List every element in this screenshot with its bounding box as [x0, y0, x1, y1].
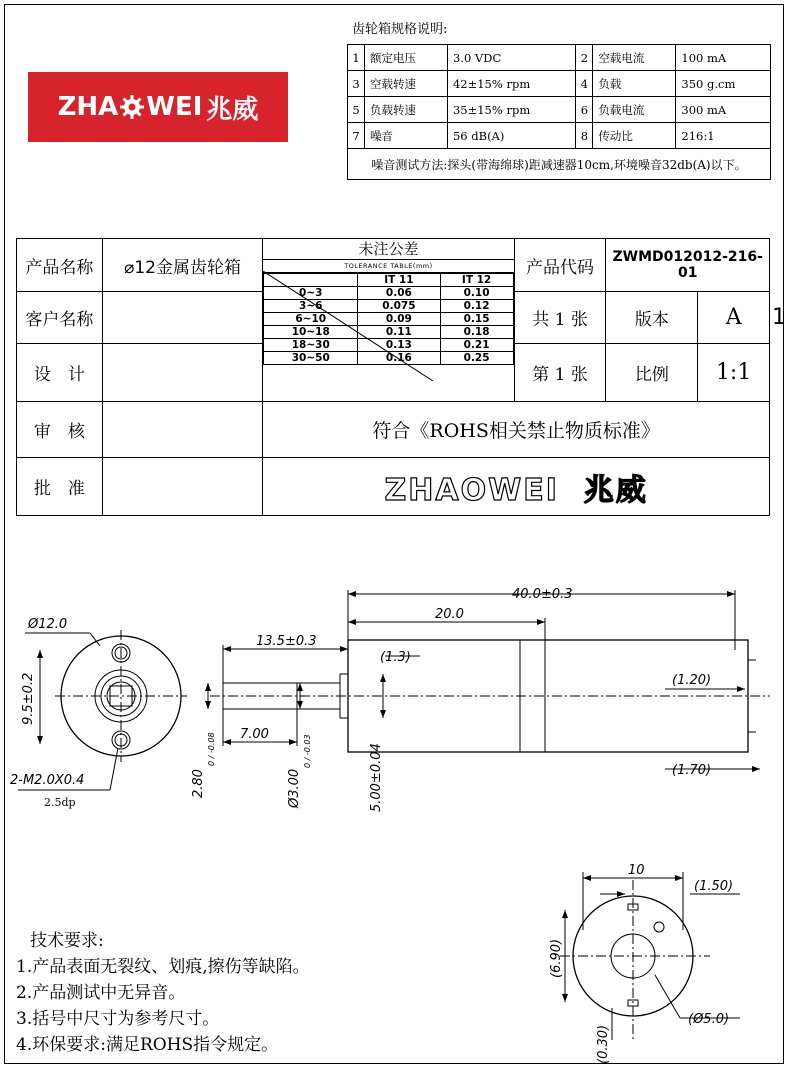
spec-key: 传动比 [593, 123, 676, 149]
tolerance-cell-value: 30~50 [264, 352, 358, 365]
review-label: 审 核 [17, 402, 103, 458]
product-code-label: 产品代码 [514, 239, 606, 292]
spec-value: 300 mA [676, 97, 771, 123]
tolerance-cell-value: 10~18 [264, 326, 358, 339]
requirement-item: 2.产品测试中无异音。 [16, 983, 186, 1003]
logo-text-cn: 兆威 [206, 94, 259, 125]
tolerance-cell-value: 0.075 [358, 300, 440, 313]
front-view [18, 630, 187, 790]
spec-value: 350 g.cm [676, 71, 771, 97]
requirement-item: 4.环保要求:满足ROHS指令规定。 [16, 1035, 279, 1055]
spec-value: 42±15% rpm [447, 71, 575, 97]
dim-flat-length: 7.00 [240, 727, 269, 742]
dim-rear-thickness: (1.50) [694, 879, 734, 894]
customer-label: 客户名称 [17, 292, 103, 344]
spec-title: 齿轮箱规格说明: [352, 22, 448, 37]
requirements-title: 技术要求: [30, 931, 104, 951]
dim-rear-dia: (Ø5.0) [688, 1012, 730, 1027]
dim-flat-height: 2.80 [191, 769, 206, 798]
spec-index: 7 [348, 123, 365, 149]
dim-terminal-2: (1.70) [672, 763, 712, 778]
tolerance-cell-value: 0.15 [440, 313, 513, 326]
requirement-item: 3.括号中尺寸为参考尺寸。 [16, 1009, 220, 1029]
tolerance-cell-value: 0.18 [440, 326, 513, 339]
tolerance-cell-value: 0.09 [358, 313, 440, 326]
tolerance-cell-value: 0.21 [440, 339, 513, 352]
spec-value: 56 dB(A) [447, 123, 575, 149]
scale-label: 比例 [606, 344, 698, 402]
dim-boss-dia: 5.00±0.04 [369, 743, 384, 812]
brand-outline: ZHAOWEI 兆威 [263, 458, 770, 516]
dim-thread: 2-M2.0X0.4 [10, 773, 85, 788]
spec-key: 额定电压 [365, 45, 448, 71]
dim-shaft-tol: 0 / -0.03 [303, 734, 312, 768]
product-code: ZWMD012012-216-01 [606, 239, 770, 292]
tolerance-cell-value: 0.06 [358, 287, 440, 300]
approve-label: 批 准 [17, 458, 103, 516]
dim-flat-tol: 0 / -0.08 [207, 732, 216, 766]
requirement-item: 1.产品表面无裂纹、划痕,擦伤等缺陷。 [16, 957, 310, 977]
dim-terminal-1: (1.20) [672, 673, 712, 688]
dim-rear-width: 10 [628, 863, 645, 878]
tolerance-cell-value: 0.10 [440, 287, 513, 300]
version-value: A [698, 292, 770, 344]
spec-key: 噪音 [365, 123, 448, 149]
spec-index: 1 [348, 45, 365, 71]
dim-body-length: 20.0 [435, 607, 464, 622]
sheet-number: 第 1 张 [514, 344, 606, 402]
dim-front-dia: Ø12.0 [28, 617, 68, 632]
spec-index: 5 [348, 97, 365, 123]
tolerance-cell-value: 0.25 [440, 352, 513, 365]
design-label: 设 计 [17, 344, 103, 402]
dim-boss: (1.3) [380, 650, 411, 665]
product-name: ⌀12金属齿轮箱 [102, 239, 262, 292]
scale-value: 1:1 [698, 344, 770, 402]
spec-value: 100 mA [676, 45, 771, 71]
sheets-total: 共 1 张 [514, 292, 606, 344]
dim-front-height: 9.5±0.2 [21, 672, 36, 725]
spec-key: 空载转速 [365, 71, 448, 97]
spec-value: 216:1 [676, 123, 771, 149]
tolerance-cell-value: 0.12 [440, 300, 513, 313]
tolerance-cell-value: 3~6 [264, 300, 358, 313]
spec-note: 噪音测试方法:探头(带海绵球)距减速器10cm,环境噪音32db(A)以下。 [348, 149, 771, 180]
tolerance-cell-value: 18~30 [264, 339, 358, 352]
tolerance-cell-value: 0.16 [358, 352, 440, 365]
spec-index: 3 [348, 71, 365, 97]
spec-index: 8 [576, 123, 593, 149]
tolerance-cell-value: 6~10 [264, 313, 358, 326]
version-label: 版本 [606, 292, 698, 344]
tolerance-header: IT 11 [358, 274, 440, 287]
spec-value: 35±15% rpm [447, 97, 575, 123]
spec-key: 负载电流 [593, 97, 676, 123]
tolerance-title: 未注公差 [263, 239, 513, 260]
dim-rear-bottom: (0.30) [596, 1024, 611, 1064]
tolerance-cell-value: 0~3 [264, 287, 358, 300]
spec-index: 4 [576, 71, 593, 97]
spec-key: 空载电流 [593, 45, 676, 71]
spec-index: 2 [576, 45, 593, 71]
logo-text-a: ZHA [57, 92, 119, 122]
tolerance-cell-value: 0.13 [358, 339, 440, 352]
spec-key: 负载 [593, 71, 676, 97]
tolerance-cell-value: 0.11 [358, 326, 440, 339]
tolerance-subtitle: TOLERANCE TABLE(mm) [263, 260, 513, 273]
spec-value: 3.0 VDC [447, 45, 575, 71]
spec-index: 6 [576, 97, 593, 123]
dim-rear-height: (6.90) [549, 938, 564, 978]
tolerance-header: IT 12 [440, 274, 513, 287]
dim-shaft-length: 13.5±0.3 [256, 634, 317, 649]
dim-total-length: 40.0±0.3 [512, 587, 573, 602]
dim-depth: 2.5dp [44, 796, 76, 809]
dim-shaft-dia: Ø3.00 [287, 768, 302, 808]
rohs-statement: 符合《ROHS相关禁止物质标准》 [263, 402, 770, 458]
logo-text-b: WEI [146, 92, 203, 122]
spec-key: 负载转速 [365, 97, 448, 123]
product-name-label: 产品名称 [17, 239, 103, 292]
technical-requirements [16, 928, 310, 1058]
edge-mark: 1 [772, 305, 786, 330]
